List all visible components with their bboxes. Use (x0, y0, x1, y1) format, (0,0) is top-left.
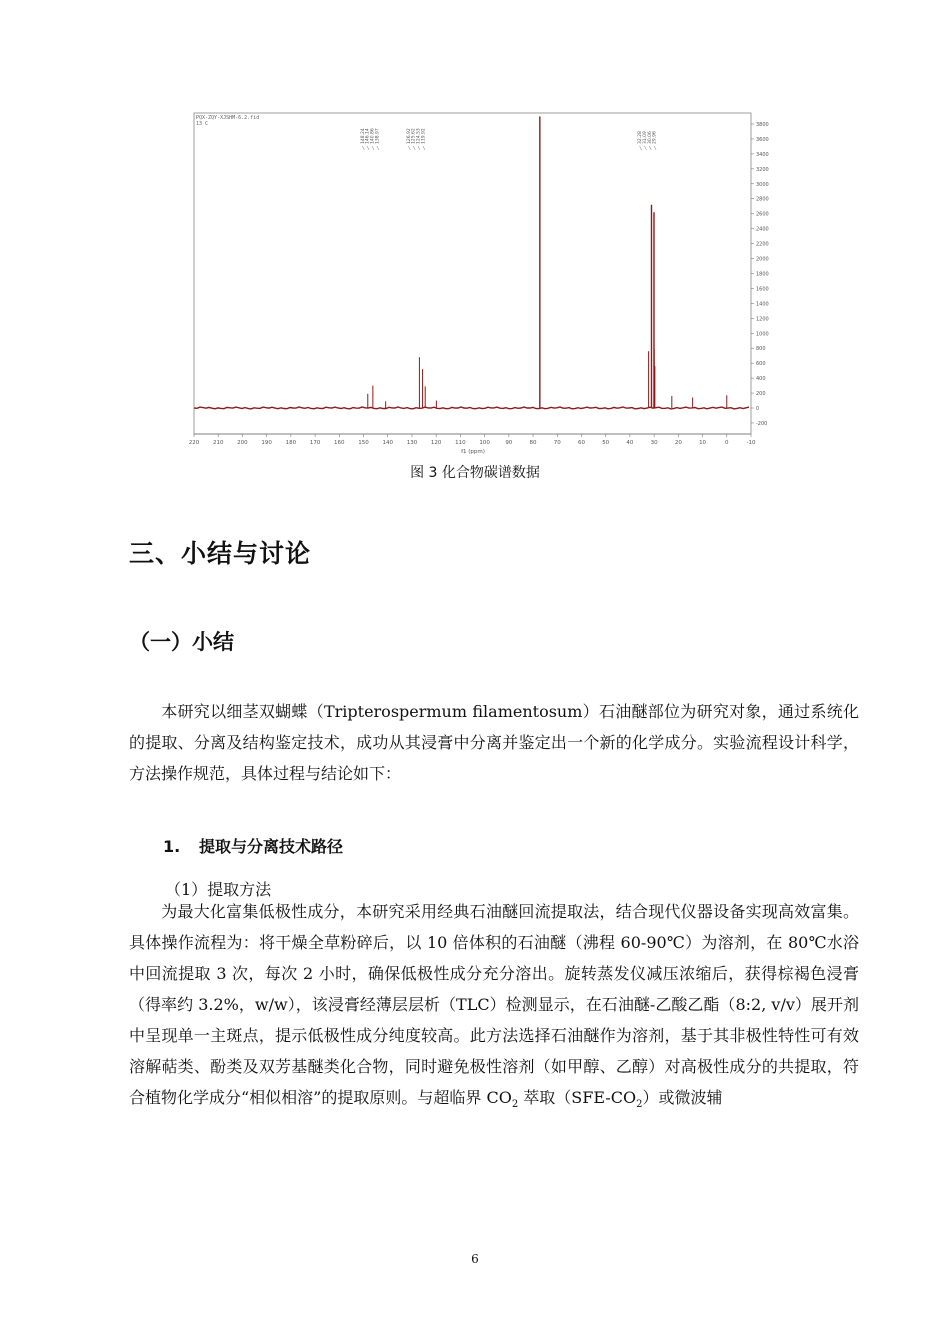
y-tick-label: 3600 (756, 136, 769, 143)
y-tick-label: 400 (756, 376, 766, 383)
x-tick-label: 120 (430, 440, 442, 446)
peak-label: 32.28 (638, 131, 644, 144)
paragraph-extraction-text: 为最大化富集低极性成分，本研究采用经典石油醚回流提取法，结合现代仪器设备实现高效富集。具体操作流程为：将干燥全草粉碎后，以 10 倍体积的石油醚（沸程 60-90℃）为溶剂，在 80℃水浴中回流提取 3 次，每次 2 小时，确保低极性成分充分溶出。旋转蒸发仪减压浓缩后，获得棕褐色浸膏（得率约 3.2%，w/w），该浸膏经薄层层析（TLC）检测显示，在石油醚-乙酸乙酯（8:2, v/v）展开剂中呈现单一主斑点，提示低极性成分纯度较高。此方法选择石油醚作为溶剂，基于其非极性特性可有效溶解萜类、酚类及双芳基醚类化合物，同时避免极性溶剂（如甲醇、乙醇）对高极性成分的共提取，符合植物化学成分“相似相溶”的提取原则。与超临界 CO (129, 902, 859, 1107)
peak-label: 125.62 (411, 128, 417, 144)
subsection-heading: （一）小结 (129, 630, 234, 654)
peak-label: 29.96 (652, 131, 658, 144)
x-tick-label: 200 (237, 440, 248, 446)
x-axis (189, 434, 756, 446)
peak-label: 138.97 (375, 128, 381, 144)
x-tick-label: 40 (626, 440, 634, 446)
x-tick-label: 220 (188, 440, 200, 446)
y-tick-label: 1200 (756, 316, 769, 323)
y-tick-label: 0 (756, 406, 760, 412)
x-tick-label: 180 (285, 440, 297, 446)
x-tick-label: 100 (479, 440, 490, 446)
peak-label: 119.92 (421, 128, 427, 144)
nucleus-label: 13 C (196, 121, 209, 127)
paragraph-extraction-text-3: ）或微波辅 (642, 1088, 723, 1107)
y-tick-label: 1600 (756, 286, 769, 293)
peak-label: 126.92 (406, 128, 412, 144)
x-tick-label: 150 (358, 440, 369, 446)
peak-label: 31.09 (642, 131, 648, 144)
y-tick-label: 3400 (756, 151, 769, 158)
y-tick-label: 3800 (756, 122, 769, 128)
subscript: 2 (636, 1099, 643, 1111)
peak-label: 30.06 (647, 131, 653, 144)
plot-frame (194, 113, 751, 434)
y-tick-label: 600 (756, 361, 766, 368)
x-tick-label: 130 (406, 440, 418, 446)
x-tick-label: 110 (455, 440, 466, 446)
y-tick-label: 2400 (756, 226, 769, 233)
y-tick-label: 1800 (756, 271, 769, 278)
peak-label: 146.14 (365, 128, 371, 144)
y-tick-label: 800 (756, 346, 766, 353)
y-axis (751, 122, 769, 427)
x-tick-label: 80 (529, 440, 537, 446)
peak-label: 140.86 (370, 128, 376, 144)
carbon-nmr-spectrum (188, 112, 773, 457)
nmr-spectrum-figure (188, 112, 773, 457)
subheading-extraction: （1）提取方法 (165, 880, 272, 899)
paragraph-intro (129, 696, 859, 789)
x-tick-label: 30 (650, 440, 658, 446)
paragraph-extraction-text-2: 萃取（SFE-CO (518, 1088, 637, 1107)
x-tick-label: 50 (602, 440, 610, 446)
x-tick-label: 10 (699, 440, 707, 446)
y-tick-label: 2000 (756, 256, 769, 263)
heading-number: 1. (163, 837, 181, 856)
x-tick-label: 20 (674, 440, 682, 446)
x-tick-label: 70 (553, 440, 561, 446)
page-number: 6 (471, 1252, 479, 1266)
y-tick-label: 1000 (756, 331, 769, 338)
y-tick-label: 2600 (756, 211, 769, 218)
x-tick-label: 160 (334, 440, 345, 446)
x-tick-label: 190 (261, 440, 272, 446)
y-tick-label: 3000 (756, 181, 769, 188)
file-label: PQX-ZQY-XJSHM-6.2.fid (196, 115, 260, 121)
x-tick-label: 170 (309, 440, 321, 446)
x-tick-label: 90 (505, 440, 513, 446)
x-tick-label: 0 (725, 440, 729, 446)
y-tick-label: 200 (756, 391, 766, 398)
paragraph-extraction (129, 896, 859, 1120)
x-axis-label: f1 (ppm) (461, 449, 485, 455)
peak-label: 124.53 (416, 128, 422, 144)
y-tick-label: 1400 (756, 301, 769, 308)
numbered-heading (163, 834, 343, 857)
peak-label: 148.24 (360, 128, 366, 144)
section-heading: 三、小结与讨论 (129, 539, 312, 568)
figure-caption: 图 3 化合物碳谱数据 (410, 465, 540, 481)
y-tick-label: 3200 (756, 166, 769, 173)
heading-text: 提取与分离技术路径 (199, 837, 344, 856)
x-tick-label: -10 (746, 440, 756, 446)
x-tick-label: 60 (577, 440, 585, 446)
y-tick-label: -200 (756, 420, 768, 427)
y-tick-label: 2800 (756, 196, 769, 203)
x-tick-label: 210 (212, 440, 224, 446)
x-tick-label: 140 (382, 440, 393, 446)
y-tick-label: 2200 (756, 241, 769, 248)
paragraph-intro-text: 本研究以细茎双蝴蝶（Tripterospermum filamentosum）石油醚部位为研究对象，通过系统化的提取、分离及结构鉴定技术，成功从其浸膏中分离并鉴定出一个新的化学成分。实验流程设计科学，方法操作规范，具体过程与结论如下： (129, 702, 859, 783)
subscript: 2 (511, 1099, 519, 1111)
